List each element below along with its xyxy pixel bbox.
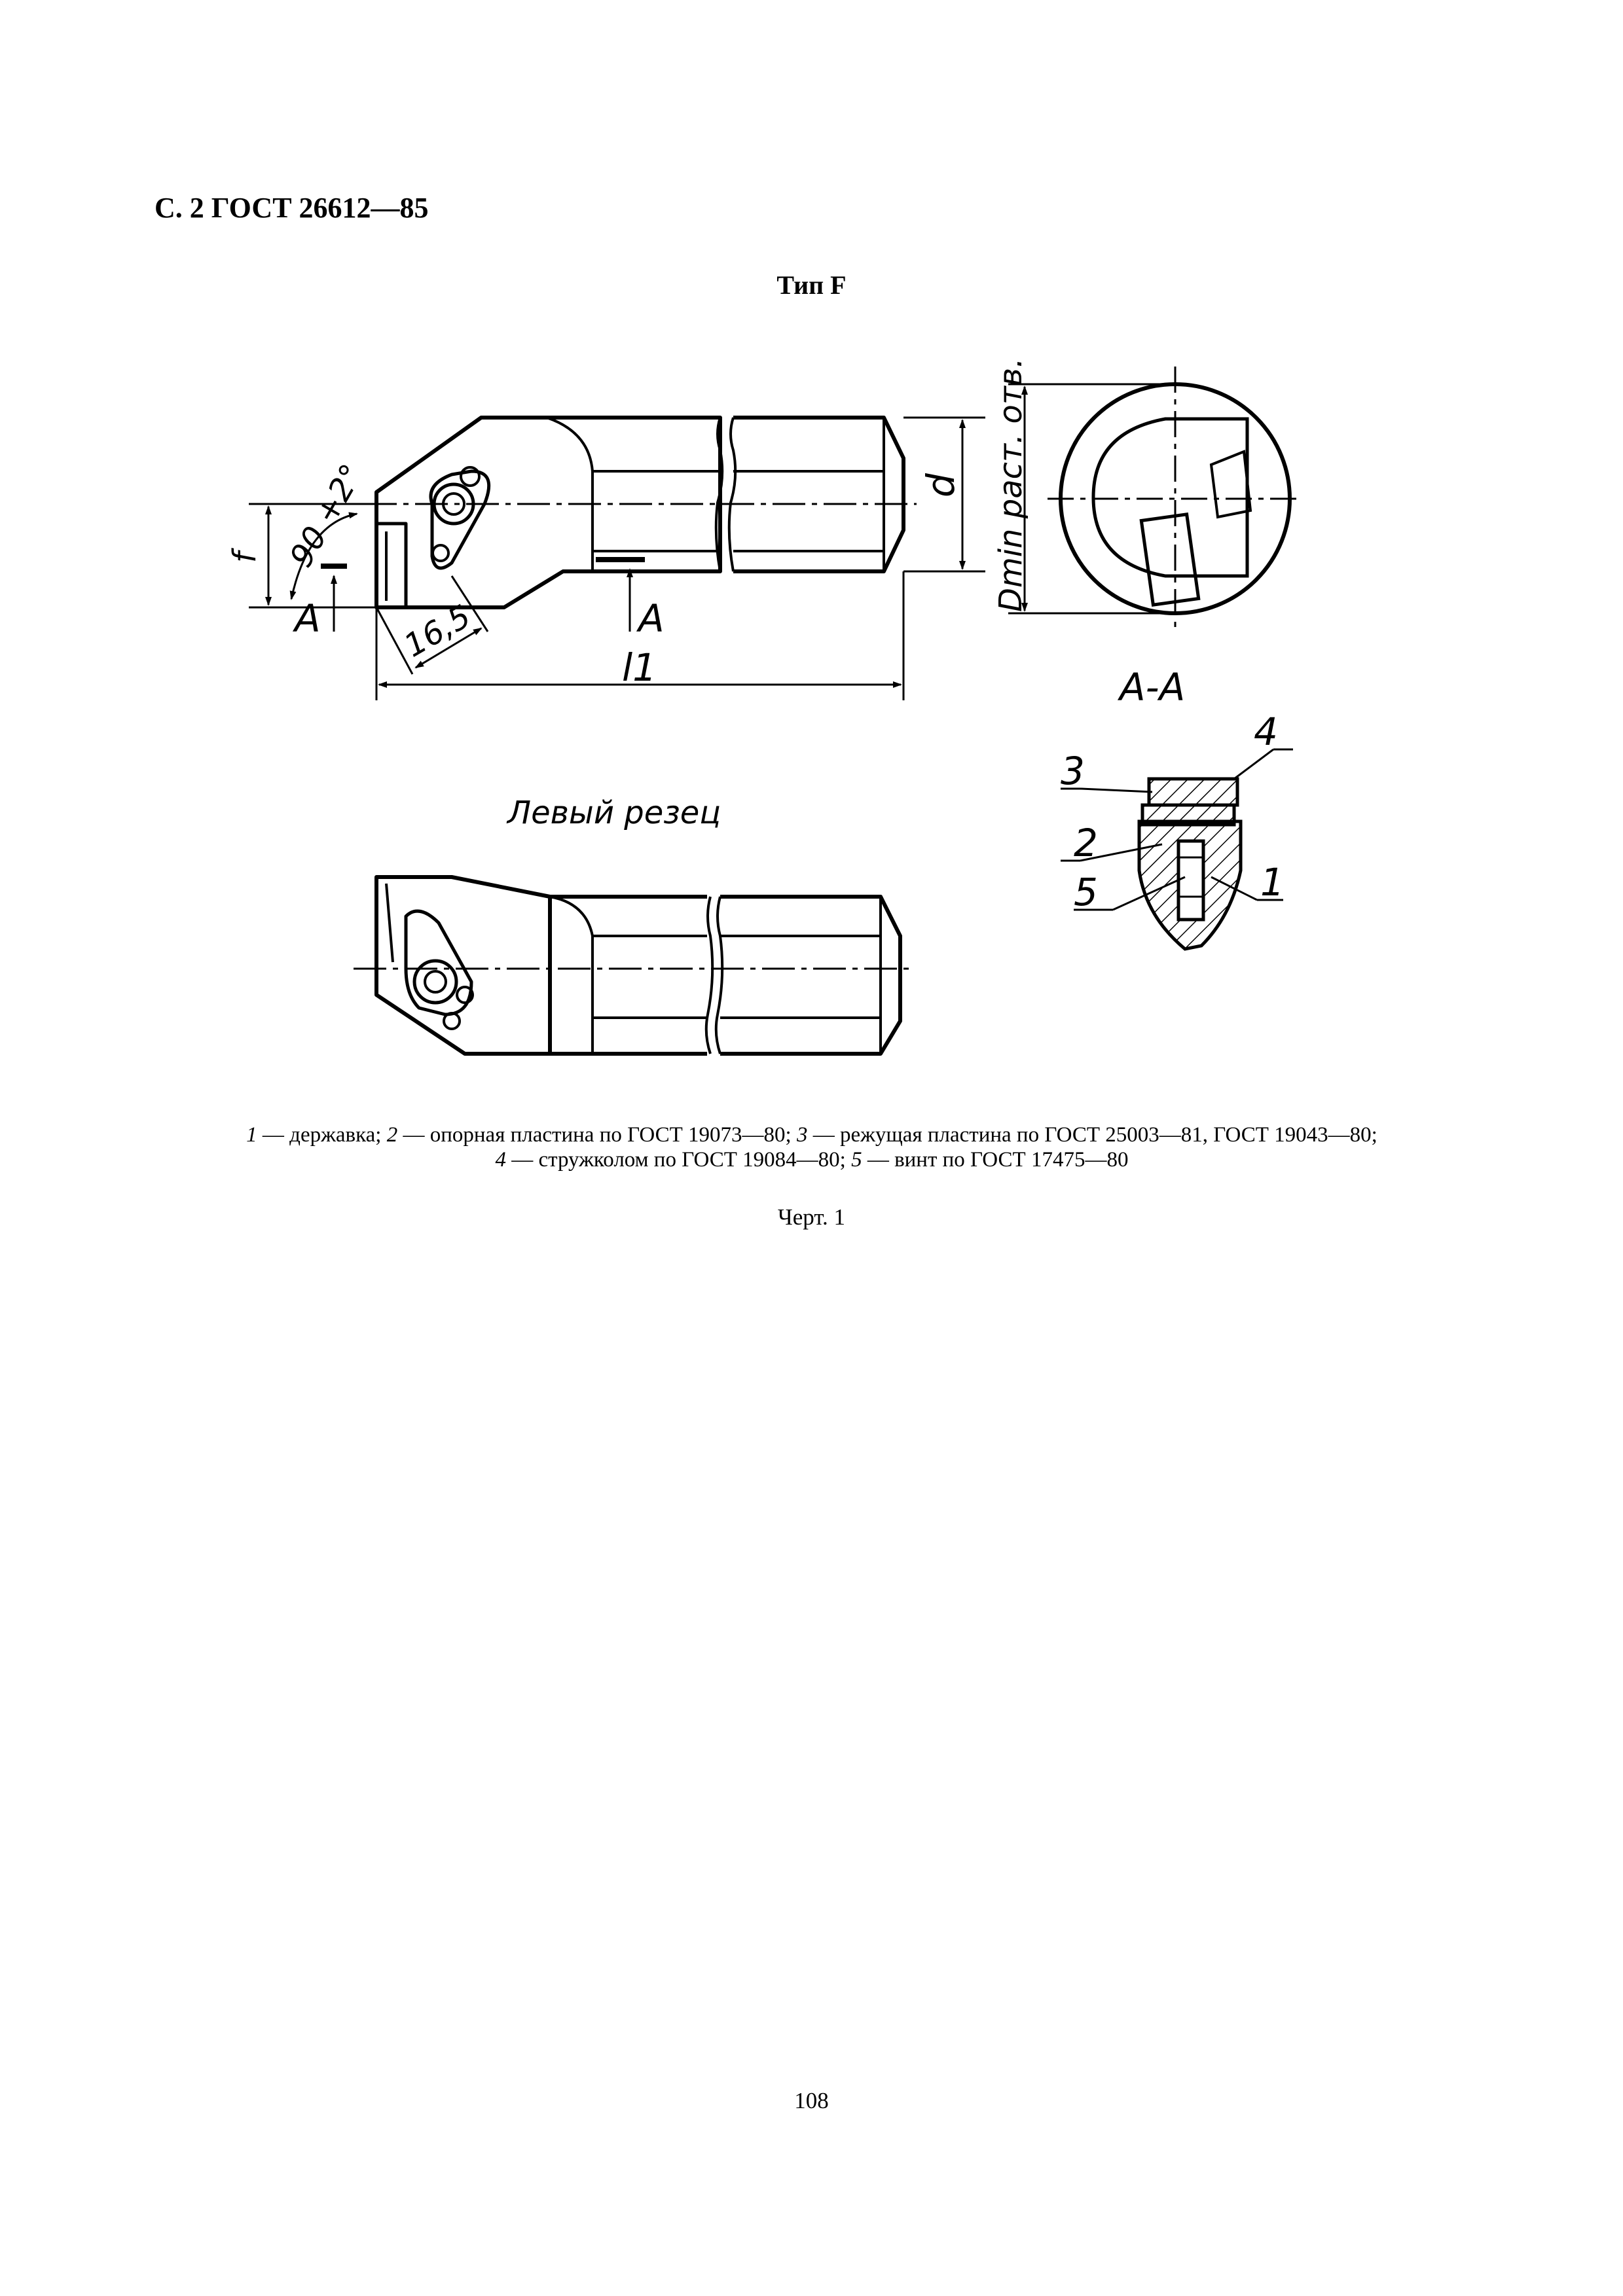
dim-l1-label: l1 [622, 645, 657, 690]
legend-line-2: 4 — стружколом по ГОСТ 19084—80; 5 — винт по ГОСТ 17475—80 [495, 1148, 1129, 1172]
dim-dmin-label: Dmin раст. отв. [993, 357, 1029, 612]
callout-3: 3 [1061, 749, 1085, 793]
section-mark-right: A [638, 596, 665, 641]
callout-2: 2 [1074, 821, 1098, 865]
end-view [1048, 367, 1303, 628]
left-cutter-view [376, 877, 900, 1054]
page-number: 108 [794, 2088, 829, 2113]
dim-angle-label: 90 +2° [282, 457, 371, 573]
main-view-cutter [376, 418, 903, 607]
section-a-a [1139, 779, 1241, 949]
figure-caption: Черт. 1 [778, 1204, 845, 1230]
type-title: Тип F [776, 270, 847, 300]
dim-f-label: f [227, 552, 263, 563]
legend-line-1: 1 — державка; 2 — опорная пластина по ГОСТ 19073—80; 3 — режущая пластина по ГОСТ 25003—81, ГОСТ 19043—80; [246, 1123, 1377, 1147]
callout-5: 5 [1074, 870, 1098, 914]
section-mark-left: A [295, 596, 321, 641]
dimensions [249, 418, 985, 700]
callout-1: 1 [1260, 860, 1285, 905]
callout-4: 4 [1254, 709, 1278, 754]
left-cutter-label: Левый резец [507, 795, 721, 831]
legend [118, 1122, 1506, 1172]
dim-d-label: d [919, 473, 963, 497]
page-header: С. 2 ГОСТ 26612—85 [155, 192, 429, 224]
section-title: A-A [1120, 665, 1186, 709]
dim-16-5-label: 16,5 [398, 598, 477, 665]
